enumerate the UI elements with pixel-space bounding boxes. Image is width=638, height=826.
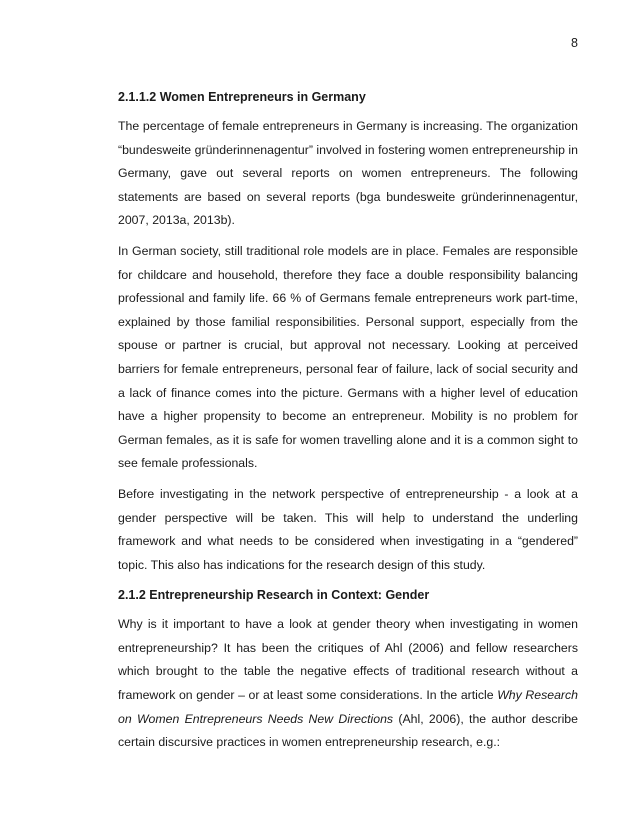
paragraph-gender-theory-end: (Ahl, 2006), the author describe certain discursive practices in women entrepreneurship research, e.g.: <box>118 711 578 750</box>
section-heading-women-entrepreneurs-germany: 2.1.1.2 Women Entrepreneurs in Germany <box>118 90 366 104</box>
page-body <box>118 88 578 762</box>
section-heading-entrepreneurship-research-gender: 2.1.2 Entrepreneurship Research in Context: Gender <box>118 588 430 603</box>
paragraph-network-perspective: Before investigating in the network perspective of entrepreneurship - a look at a gender perspective will be taken. This will help to understand the underling framework and what needs to be considered when investigating in a “gendered” topic. This also has indications for the research design of this study. <box>118 486 578 572</box>
paragraph-german-society-role-models: In German society, still traditional role models are in place. Females are responsible for childcare and household, therefore they face a double responsibility balancing professional and family life. 66 % of Germans female entrepreneurs work part-time, explained by those familial responsibilities. Personal support, especially from the spouse or partner is crucial, but approval not necessary. Looking at perceived barriers for female entrepreneurs, personal fear of failure, lack of social security and a lack of finance comes into the picture. Germans with a higher level of education have a higher propensity to become an entrepreneur. Mobility is no problem for German females, as it is safe for women travelling alone and it is a common sight to see female professionals. <box>118 243 578 471</box>
paragraph-gender-theory <box>118 613 578 755</box>
article-title: Why Research on Women Entrepreneurs Needs New Directions <box>118 688 579 726</box>
paragraph-percentage-female-entrepreneurs: The percentage of female entrepreneurs in Germany is increasing. The organization “bundesweite gründerinnenagentur” involved in fostering women entrepreneurship in Germany, gave out several reports on women entrepreneurs. The following statements are based on several reports (bga bundesweite gründerinnenagentur, 2007, 2013a, 2013b). <box>118 119 578 228</box>
page-number: 8 <box>571 36 578 50</box>
paragraph-gender-theory-start: Why is it important to have a look at gender theory when investigating in women entrepreneurship? It has been the critiques of Ahl (2006) and fellow researchers which brought to the table the negative effects of traditional research without a framework on gender – or at least some considerations. In the article <box>118 617 578 703</box>
